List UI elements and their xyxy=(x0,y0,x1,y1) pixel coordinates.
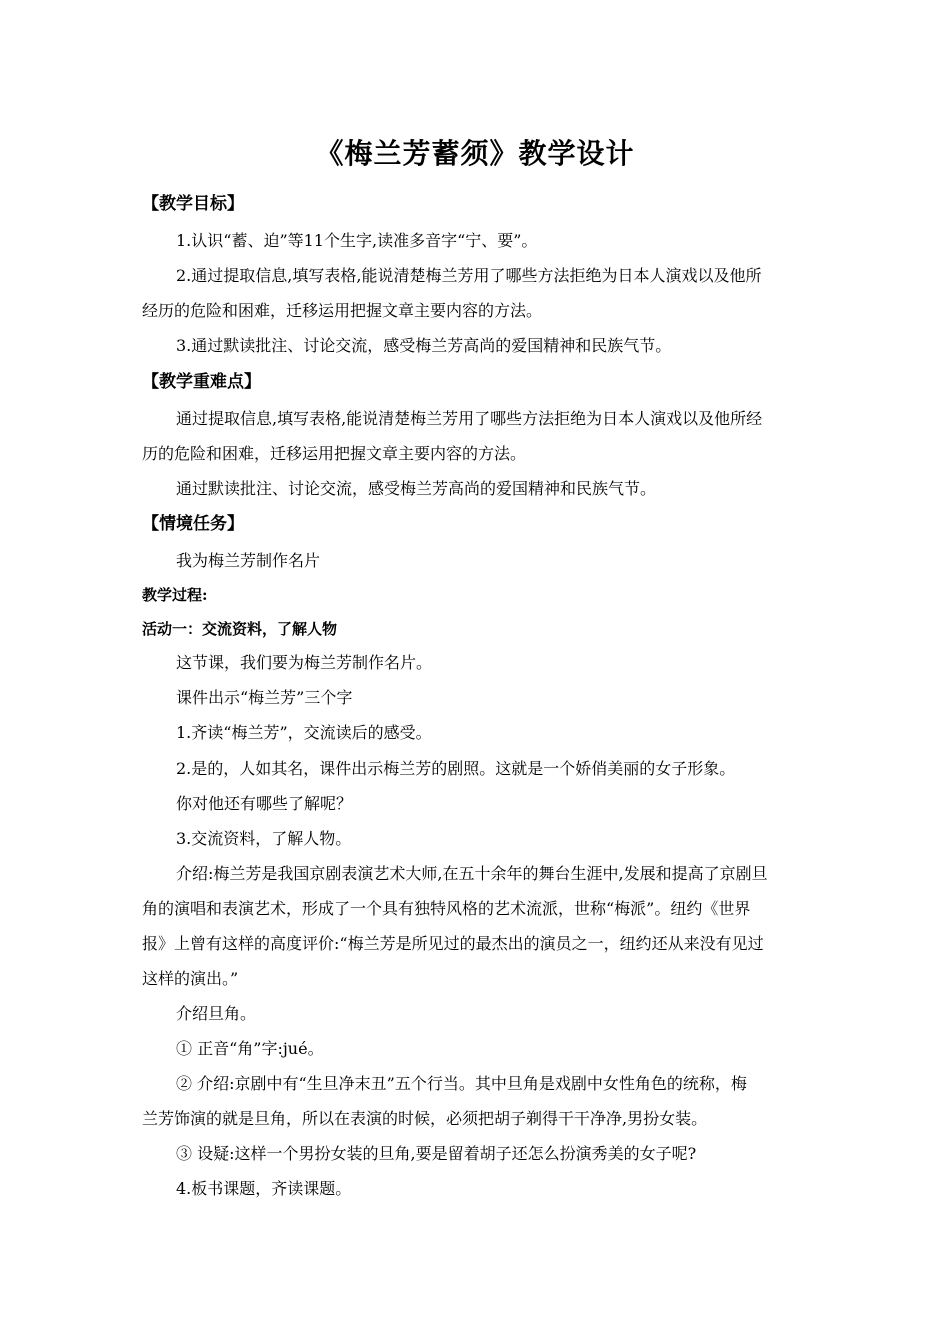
activity-paragraph: 4.板书课题，齐读课题。 xyxy=(176,1179,352,1198)
activity-paragraph: 课件出示“梅兰芳”三个字 xyxy=(176,688,353,707)
task-heading: 【情境任务】 xyxy=(142,514,244,534)
goal-1: 1.认识“蓄、迫”等11个生字,读准多音字“宁、要”。 xyxy=(176,231,538,250)
activity-paragraph: 介绍旦角。 xyxy=(176,1004,257,1023)
activity-paragraph: 介绍:梅兰芳是我国京剧表演艺术大师,在五十余年的舞台生涯中,发展和提高了京剧旦 xyxy=(176,864,768,883)
activity-paragraph: ③ 设疑:这样一个男扮女装的旦角,要是留着胡子还怎么扮演秀美的女子呢? xyxy=(176,1144,697,1163)
activity-paragraph: 你对他还有哪些了解呢？ xyxy=(176,794,353,813)
activity-paragraph-continued: 这样的演出。” xyxy=(142,969,239,988)
key-point-1: 通过提取信息,填写表格,能说清楚梅兰芳用了哪些方法拒绝为日本人演戏以及他所经 xyxy=(176,409,763,428)
activity-1-heading: 活动一：交流资料，了解人物 xyxy=(142,620,338,638)
process-heading: 教学过程: xyxy=(142,586,208,604)
activity-paragraph: 这节课，我们要为梅兰芳制作名片。 xyxy=(176,653,433,672)
activity-paragraph: 2.是的，人如其名，课件出示梅兰芳的剧照。这就是一个娇俏美丽的女子形象。 xyxy=(176,759,736,778)
key-points-heading: 【教学重难点】 xyxy=(142,372,261,392)
activity-paragraph: ① 正音“角”字:jué。 xyxy=(176,1039,324,1058)
goal-2-continued: 经历的危险和困难，迁移运用把握文章主要内容的方法。 xyxy=(142,301,543,320)
task-text: 我为梅兰芳制作名片 xyxy=(176,551,321,570)
activity-paragraph-continued: 角的演唱和表演艺术，形成了一个具有独特风格的艺术流派，世称“梅派”。纽约《世界 xyxy=(142,899,751,918)
goal-3: 3.通过默读批注、讨论交流，感受梅兰芳高尚的爱国精神和民族气节。 xyxy=(176,336,672,355)
key-point-1-continued: 历的危险和困难，迁移运用把握文章主要内容的方法。 xyxy=(142,444,527,463)
goals-heading: 【教学目标】 xyxy=(142,194,244,214)
activity-paragraph-continued: 兰芳饰演的就是旦角，所以在表演的时候，必须把胡子剃得干干净净,男扮女装。 xyxy=(142,1109,708,1128)
goal-2: 2.通过提取信息,填写表格,能说清楚梅兰芳用了哪些方法拒绝为日本人演戏以及他所 xyxy=(176,266,762,285)
activity-paragraph: 3.交流资料，了解人物。 xyxy=(176,829,352,848)
activity-paragraph: ② 介绍:京剧中有“生旦净末丑”五个行当。其中旦角是戏剧中女性角色的统称，梅 xyxy=(176,1074,747,1093)
activity-paragraph-continued: 报》上曾有这样的高度评价:“梅兰芳是所见过的最杰出的演员之一，纽约还从来没有见过 xyxy=(142,934,764,953)
key-point-2: 通过默读批注、讨论交流，感受梅兰芳高尚的爱国精神和民族气节。 xyxy=(176,479,657,498)
activity-paragraph: 1.齐读“梅兰芳”，交流读后的感受。 xyxy=(176,723,432,742)
document-title: 《梅兰芳蓄须》教学设计 xyxy=(315,137,635,170)
